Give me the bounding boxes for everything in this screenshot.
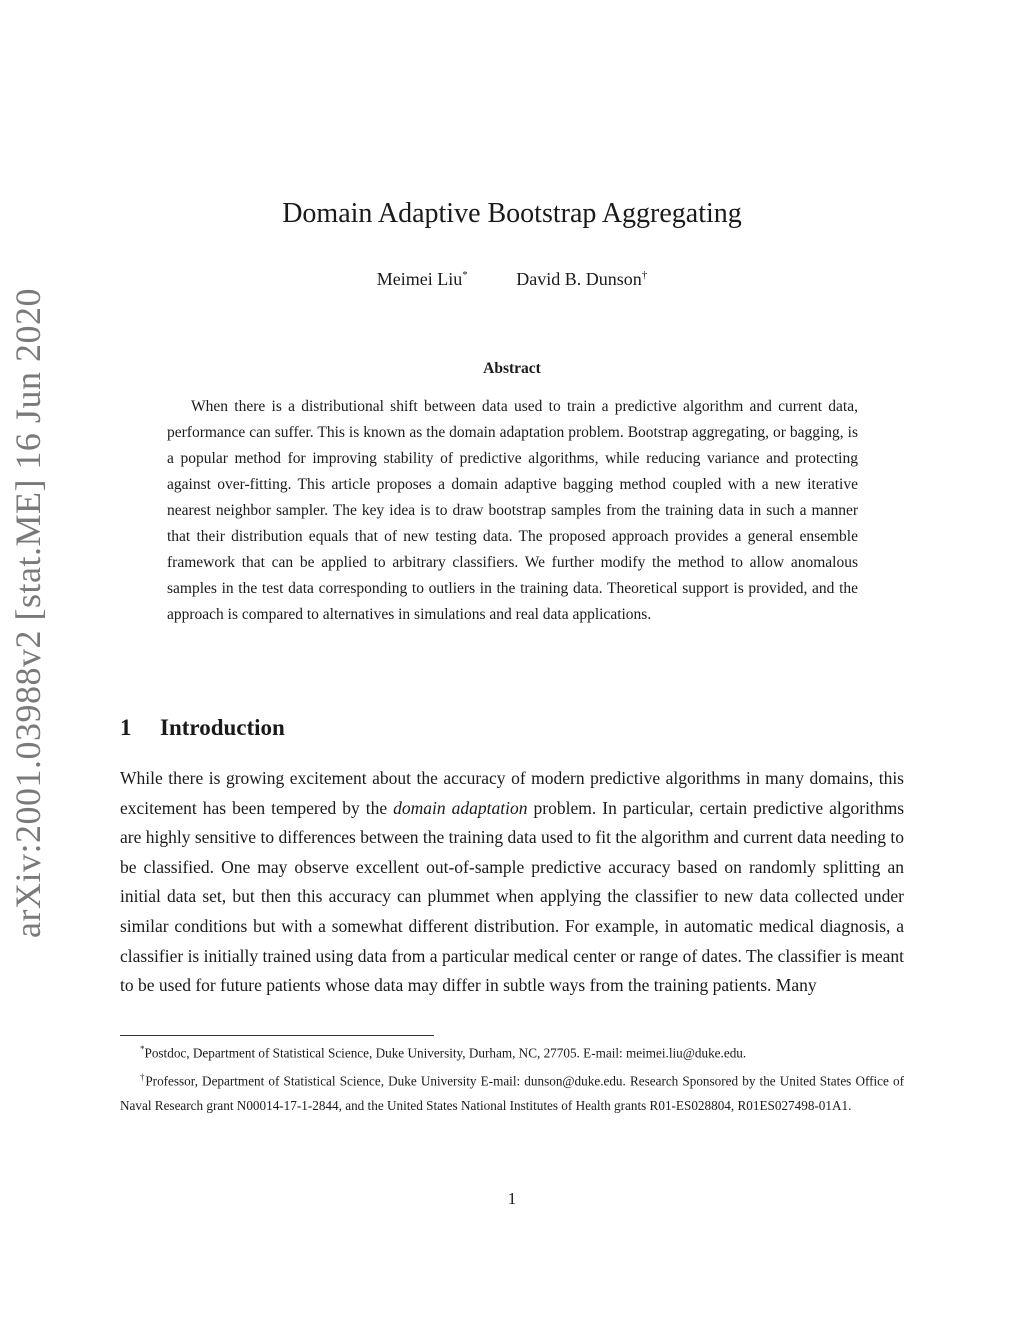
footnotes — [120, 1037, 904, 1118]
introduction-paragraph — [120, 764, 904, 1001]
author-2-name: David B. Dunson — [516, 269, 642, 289]
author-1 — [377, 263, 468, 291]
footnote-2-mark: † — [140, 1072, 146, 1083]
footnote-1-mark: * — [140, 1044, 145, 1054]
page-number: 1 — [507, 1189, 517, 1208]
paper-title: Domain Adaptive Bootstrap Aggregating — [282, 198, 742, 229]
paragraph-text-part-1: While there is growing excitement about the accuracy of modern predictive algorithms in many domains, this excitement has been tempered by the — [120, 768, 904, 818]
footnote-2-text: Professor, Department of Statistical Science, Duke University E-mail: dunson@duke.edu. Research Sponsored by the United States Office of Naval Research grant N00014-17-1-2844, and the United States National Institutes of Health grants R01-ES028804, R01ES027498-01A1. — [120, 1073, 904, 1113]
arxiv-identifier-stamp: arXiv:2001.03988v2 [stat.ME] 16 Jun 2020 — [8, 288, 48, 938]
footnote-2 — [120, 1065, 904, 1117]
abstract-heading: Abstract — [483, 360, 541, 377]
footnote-1 — [120, 1037, 904, 1065]
abstract-text: When there is a distributional shift between data used to train a predictive algorithm and current data, performance can suffer. This is known as the domain adaptation problem. Bootstrap aggregating, or bagging, is a popular method for improving stability of predictive algorithms, while reducing variance and protecting against over-fitting. This article proposes a domain adaptive bagging method coupled with a new iterative nearest neighbor sampler. The key idea is to draw bootstrap samples from the training data in such a manner that their distribution equals that of new testing data. The proposed approach provides a general ensemble framework that can be applied to arbitrary classifiers. We further modify the method to allow anomalous samples in the test data corresponding to outliers in the training data. Theoretical support is provided, and the approach is compared to alternatives in simulations and real data applications. — [167, 398, 858, 623]
section-title: Introduction — [160, 715, 285, 740]
author-2 — [516, 263, 647, 291]
author-1-name: Meimei Liu — [376, 269, 463, 289]
section-heading-introduction — [120, 713, 285, 743]
author-list — [0, 263, 1024, 291]
author-1-footnote-mark: * — [462, 269, 468, 281]
author-2-footnote-mark: † — [641, 269, 648, 281]
emphasized-term: domain adaptation — [393, 797, 528, 818]
footnote-1-text: Postdoc, Department of Statistical Science, Duke University, Durham, NC, 27705. E-mail: meimei.liu@duke.edu. — [144, 1045, 747, 1061]
section-number: 1 — [120, 715, 132, 740]
paragraph-text-part-2: problem. In particular, certain predictive algorithms are highly sensitive to differences between the training data used to fit the algorithm and current data needing to be classified. One may observe excellent out-of-sample predictive accuracy based on randomly splitting an initial data set, but then this accuracy can plummet when applying the classifier to new data collected under similar conditions but with a somewhat different distribution. For example, in automatic medical diagnosis, a classifier is initially trained using data from a particular medical center or range of dates. The classifier is meant to be used for future patients whose data may differ in subtle ways from the training patients. Many — [120, 797, 905, 996]
footnote-divider — [120, 1035, 434, 1036]
